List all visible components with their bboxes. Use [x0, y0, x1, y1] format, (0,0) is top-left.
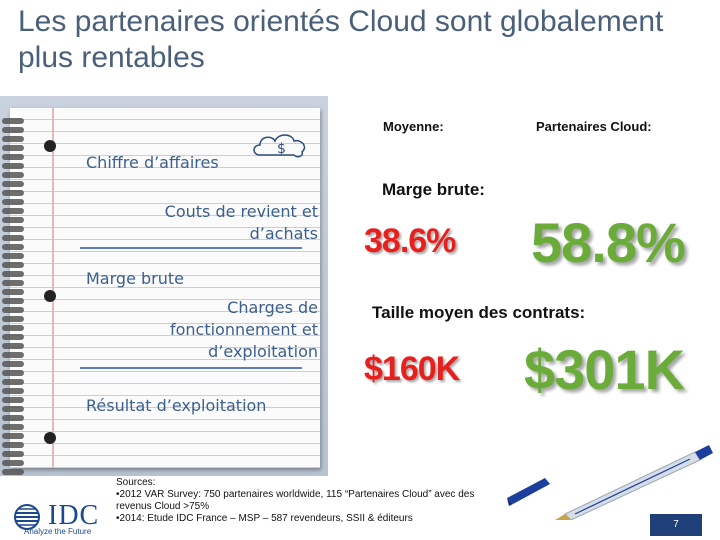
notebook-rule-2 [80, 367, 302, 369]
notebook-spiral-ring [2, 172, 24, 178]
notebook-spiral-ring [2, 325, 24, 331]
notebook-spiral-ring [2, 154, 24, 160]
notebook-spiral-ring [2, 406, 24, 412]
notebook-spiral-ring [2, 307, 24, 313]
column-header-average: Moyenne: [383, 119, 444, 134]
notebook-punch-hole [44, 290, 56, 302]
notebook-spiral-ring [2, 145, 24, 151]
sources-block [116, 477, 516, 525]
money-cloud-icon [250, 130, 310, 160]
notebook-spiral-ring [2, 190, 24, 196]
sources-line-1: •2012 VAR Survey: 750 partenaires worldwide, 115 “Partenaires Cloud” avec des [116, 489, 475, 500]
cloud-dollar-sign: $ [277, 141, 286, 157]
notebook-spiral-ring [2, 298, 24, 304]
notebook-spiral-ring [2, 316, 24, 322]
notebook-item-revenue: Chiffre d’affaires [86, 153, 219, 172]
sources-line-3: •2014: Etude IDC France – MSP – 587 revendeurs, SSII & éditeurs [116, 513, 413, 524]
notebook-spiral-ring [2, 226, 24, 232]
notebook-spiral-ring [2, 460, 24, 466]
sources-heading: Sources: [116, 477, 156, 488]
idc-logo [10, 500, 110, 538]
notebook-spiral-ring [2, 352, 24, 358]
idc-logo-tagline: Analyze the Future [24, 527, 92, 536]
notebook-spiral-ring [2, 370, 24, 376]
contract-size-average-value: $160K [364, 350, 460, 388]
notebook-spiral-ring [2, 289, 24, 295]
notebook-spiral-ring [2, 235, 24, 241]
notebook-spiral-ring [2, 334, 24, 340]
notebook-spiral-ring [2, 361, 24, 367]
notebook-punch-hole [44, 140, 56, 152]
notebook-spiral-ring [2, 262, 24, 268]
notebook-spiral-ring [2, 136, 24, 142]
notebook-spiral-ring [2, 199, 24, 205]
notebook-spiral-ring [2, 217, 24, 223]
notebook-item-costs-line1: Couts de revient et [164, 202, 318, 221]
page-number: 7 [650, 514, 702, 536]
notebook-rule-1 [80, 247, 302, 249]
notebook-spiral-ring [2, 271, 24, 277]
notebook-spiral-ring [2, 181, 24, 187]
notebook-spiral-ring [2, 163, 24, 169]
notebook-spiral-ring [2, 127, 24, 133]
notebook-punch-hole [44, 432, 56, 444]
notebook-item-charges-line3: d’exploitation [208, 342, 318, 361]
notebook-spiral-ring [2, 433, 24, 439]
notebook-item-costs-line2: d’achats [249, 224, 318, 243]
notebook-spiral-ring [2, 379, 24, 385]
notebook-spiral-ring [2, 397, 24, 403]
notebook-item-charges-line1: Charges de [227, 298, 318, 317]
gross-margin-label: Marge brute: [382, 180, 485, 199]
pens-illustration [505, 440, 715, 520]
notebook-item-operating-result: Résultat d’exploitation [86, 396, 267, 415]
contract-size-label: Taille moyen des contrats: [372, 303, 586, 322]
notebook-spiral-ring [2, 253, 24, 259]
notebook-spiral-ring [2, 208, 24, 214]
notebook-spiral-ring [2, 388, 24, 394]
column-header-cloud-partners: Partenaires Cloud: [536, 119, 652, 134]
idc-logo-text: IDC [48, 500, 100, 531]
notebook-spiral-ring [2, 244, 24, 250]
sources-line-2: revenus Cloud >75% [116, 501, 210, 512]
notebook-item-charges-line2: fonctionnement et [169, 320, 318, 339]
notebook-item-gross-margin: Marge brute [86, 269, 184, 288]
gross-margin-average-value: 38.6% [364, 222, 456, 260]
notebook-spiral-ring [2, 469, 24, 475]
notebook-spiral-ring [2, 442, 24, 448]
notebook-spiral-ring [2, 118, 24, 124]
notebook-spiral-ring [2, 343, 24, 349]
gross-margin-cloud-value: 58.8% [531, 211, 685, 274]
notebook-spiral-ring [2, 415, 24, 421]
notebook-spiral-ring [2, 424, 24, 430]
slide-title: Les partenaires orientés Cloud sont globalement plus rentables [18, 5, 664, 74]
notebook-margin-line [52, 108, 54, 468]
notebook-spiral-ring [2, 280, 24, 286]
notebook-spiral-ring [2, 451, 24, 457]
contract-size-cloud-value: $301K [524, 338, 685, 401]
